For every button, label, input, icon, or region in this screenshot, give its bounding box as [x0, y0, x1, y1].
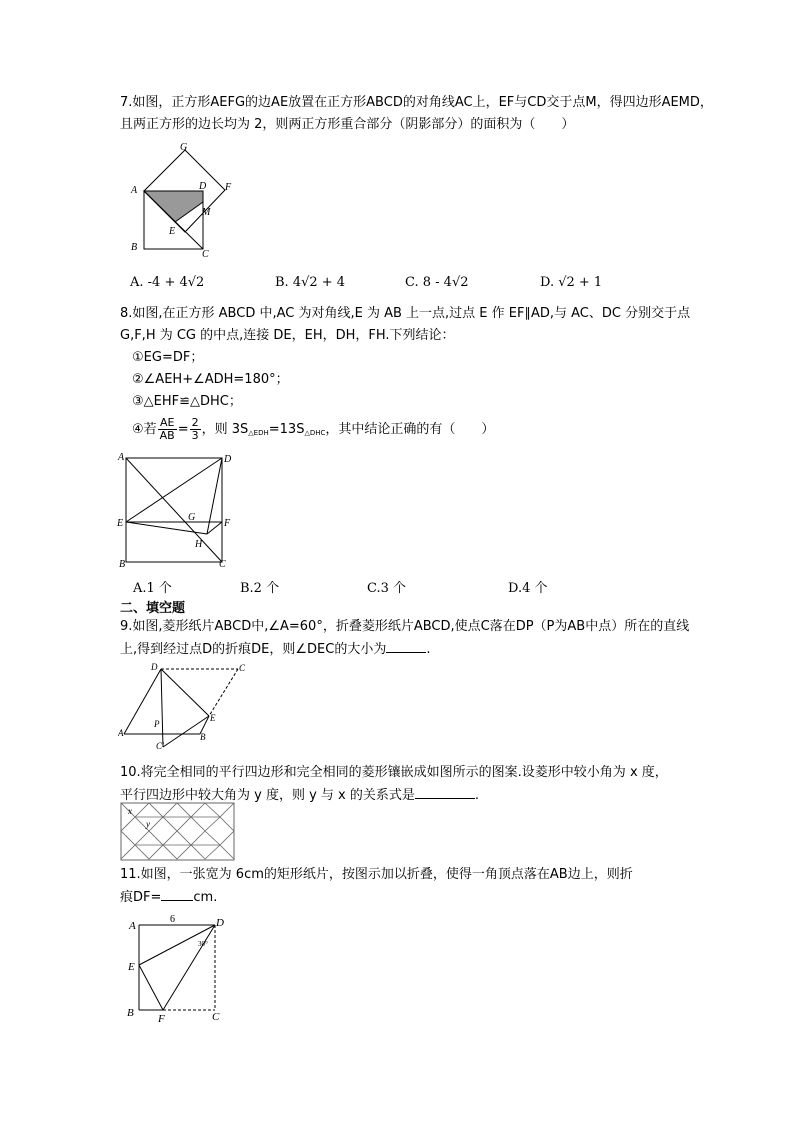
q7-label-e: E — [169, 226, 176, 237]
q7-option-d[interactable]: D. √2 + 1 — [540, 275, 603, 290]
q7-label-g: G — [180, 142, 188, 153]
q8-label-g: G — [188, 512, 196, 523]
q9-line-2-prefix: 上,得到经过点D的折痕DE，则∠DEC的大小为 — [120, 642, 387, 657]
q7-label-a: A — [131, 185, 138, 196]
q8-sub-dhc: △DHC — [304, 429, 326, 437]
q9-line-2-suffix: . — [426, 642, 431, 657]
q9-label-p: P — [154, 719, 160, 729]
q7-label-d: D — [199, 181, 207, 192]
q8-c4-mid: ，则 3S — [201, 422, 249, 437]
q8-line-1: 8.如图,在正方形 ABCD 中,AC 为对角线,E 为 AB 上一点,过点 E 作 EF∥AD,与 AC、DC 分别交于点 — [120, 306, 691, 321]
q10-line-1: 10.将完全相同的平行四边形和完全相同的菱形镶嵌成如图所示的图案.设菱形中较小角为 x 度， — [120, 765, 668, 780]
q8-option-a[interactable]: A.1 个 — [133, 581, 172, 596]
q11-label-width: 6 — [170, 914, 175, 925]
question-8 — [120, 303, 700, 444]
question-7 — [120, 92, 713, 136]
q7-option-c[interactable]: C. 8 - 4√2 — [405, 275, 469, 290]
q11-line-2-prefix: 痕DF= — [120, 890, 162, 905]
q11-figure — [120, 910, 240, 1025]
q11-line-2-suffix: cm. — [193, 890, 218, 905]
q7-figure — [125, 140, 245, 260]
q7-label-c: C — [202, 249, 209, 260]
q8-conclusion-2: ②∠AEH+∠ADH=180°； — [132, 372, 289, 387]
q8-option-c[interactable]: C.3 个 — [367, 581, 407, 596]
q8-c4-prefix: ④若 — [132, 422, 157, 437]
q8-frac2-den: 3 — [191, 429, 199, 442]
q8-conclusion-1: ①EG=DF； — [132, 350, 204, 365]
q7-line-1: 7.如图，正方形AEFG的边AE放置在正方形ABCD的对角线AC上，EF与CD交于点M，得四边形AEMD， — [120, 95, 713, 110]
q7-label-b: B — [131, 242, 138, 253]
q8-frac-num: AE — [158, 417, 177, 430]
q8-c4-eq: =13S — [268, 422, 305, 437]
q8-conclusion-3: ③△EHF≌△DHC； — [132, 394, 242, 409]
q8-equals: = — [177, 422, 189, 437]
section-fill-in-blank: 二、填空题 — [120, 601, 186, 616]
q9-line-1: 9.如图,菱形纸片ABCD中,∠A=60°，折叠菱形纸片ABCD,使点C落在DP（P为AB中点）所在的直线 — [120, 619, 690, 634]
q11-line-1: 11.如图，一张宽为 6cm的矩形纸片，按图示加以折叠，使得一角顶点落在AB边上，则折 — [120, 867, 633, 882]
q8-frac-den: AB — [159, 429, 175, 442]
q8-option-b[interactable]: B.2 个 — [240, 581, 280, 596]
q8-frac2-num: 2 — [191, 416, 199, 429]
q10-line-2-prefix: 平行四边形中较大角为 y 度，则 y 与 x 的关系式是 — [120, 788, 415, 803]
q11-label-a: A — [129, 920, 136, 932]
q8-fraction-2-3 — [190, 417, 201, 442]
q8-label-b: B — [119, 559, 126, 570]
q11-label-c: C — [212, 1011, 220, 1023]
question-10 — [120, 762, 700, 807]
q11-line-2 — [120, 886, 700, 909]
q8-fraction-ae-ab — [158, 417, 177, 442]
q8-figure — [115, 450, 245, 570]
q11-label-angle: 30° — [198, 940, 208, 948]
q9-line-2 — [120, 638, 700, 661]
q9-label-c-prime: C' — [156, 741, 164, 750]
q8-label-a: A — [118, 452, 125, 463]
question-11 — [120, 864, 700, 909]
q9-label-a: A — [118, 728, 124, 738]
q11-answer-blank[interactable] — [161, 886, 193, 901]
q8-sub-edh: △EDH — [248, 429, 269, 437]
q10-label-x: x — [128, 806, 132, 816]
q10-line-2-suffix: . — [474, 788, 480, 803]
q10-label-y: y — [146, 819, 150, 829]
q8-line-2: G,F,H 为 CG 的中点,连接 DE，EH，DH，FH.下列结论： — [120, 328, 455, 343]
q8-option-d[interactable]: D.4 个 — [508, 581, 548, 596]
q8-label-f: F — [224, 518, 231, 529]
q7-label-m: M — [202, 207, 211, 218]
q9-label-d: D — [151, 662, 158, 672]
q8-c4-suffix: ，其中结论正确的有（ ） — [325, 422, 495, 437]
q10-answer-blank[interactable] — [415, 784, 475, 799]
q11-label-b: B — [127, 1007, 134, 1019]
q8-label-d: D — [224, 454, 232, 465]
q9-answer-blank[interactable] — [386, 638, 426, 653]
q11-label-f: F — [158, 1013, 165, 1025]
question-9 — [120, 616, 700, 661]
q8-label-e: E — [117, 518, 124, 529]
q11-label-d: D — [216, 917, 224, 929]
q9-label-c: C — [239, 663, 246, 673]
q8-label-c: C — [219, 559, 226, 570]
q9-label-e: E — [210, 713, 216, 723]
q7-label-f: F — [225, 182, 232, 193]
q8-conclusion-4 — [120, 417, 700, 444]
q8-label-h: H — [195, 539, 203, 550]
q10-figure — [120, 802, 236, 862]
q9-figure — [118, 660, 248, 750]
q11-label-e: E — [128, 961, 135, 973]
q7-line-2: 且两正方形的边长均为 2，则两正方形重合部分（阴影部分）的面积为（ ） — [120, 117, 575, 132]
q9-label-b: B — [200, 732, 206, 742]
q7-option-b[interactable]: B. 4√2 + 4 — [275, 275, 346, 290]
q7-option-a[interactable]: A. -4 + 4√2 — [130, 275, 205, 290]
